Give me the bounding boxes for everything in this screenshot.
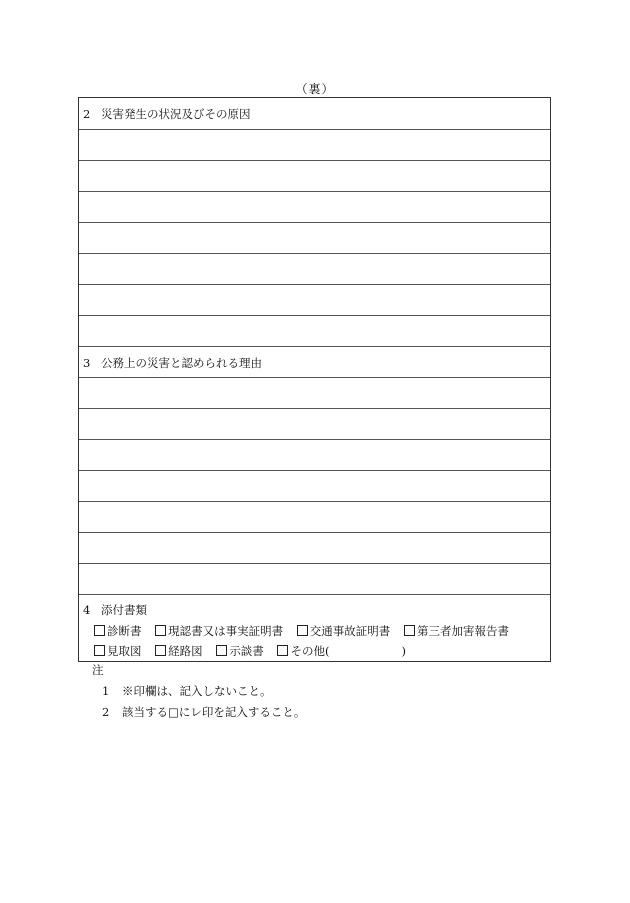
checkbox-label: 見取図 (107, 644, 142, 658)
section-3-entry-row[interactable] (79, 532, 550, 563)
checkbox-label: 第三者加害報告書 (416, 624, 509, 638)
section-2-entry-row[interactable] (79, 284, 550, 315)
section-3-number: 3 (83, 356, 91, 370)
note-number: 1 (102, 684, 110, 698)
note-text: 該当する□にレ印を記入すること。 (122, 705, 306, 719)
attachment-checkbox-line-1 (94, 623, 519, 639)
note-text: ※印欄は、記入しないこと。 (122, 684, 272, 698)
checkbox-item[interactable] (94, 643, 142, 659)
attachment-checkbox-line-2 (94, 643, 416, 659)
section-4-number: 4 (83, 603, 91, 617)
other-label: その他( (290, 644, 330, 658)
checkbox-item[interactable] (94, 623, 142, 639)
checkbox-item[interactable] (297, 623, 391, 639)
section-3-entry-row[interactable] (79, 563, 550, 594)
checkbox-item[interactable] (155, 643, 203, 659)
report-form-table (78, 97, 551, 662)
checkbox-icon[interactable] (94, 625, 105, 636)
checkbox-icon[interactable] (297, 625, 308, 636)
section-2-entry-row[interactable] (79, 160, 550, 191)
checkbox-icon[interactable] (277, 645, 288, 656)
checkbox-item-other[interactable] (277, 643, 406, 659)
notes-block (92, 662, 305, 725)
checkbox-label: 現認書又は事実証明書 (168, 624, 284, 638)
checkbox-item[interactable] (216, 643, 264, 659)
section-2-entry-row[interactable] (79, 129, 550, 160)
checkbox-icon[interactable] (155, 625, 166, 636)
checkbox-icon[interactable] (404, 625, 415, 636)
checkbox-label: 示談書 (229, 644, 264, 658)
notes-heading: 注 (92, 663, 104, 677)
note-number: 2 (102, 705, 110, 719)
section-2-number: 2 (83, 107, 91, 121)
section-3-title: 公務上の災害と認められる理由 (101, 356, 262, 370)
checkbox-icon[interactable] (94, 645, 105, 656)
section-2-title-row (79, 98, 550, 129)
page-side-label: （裏） (295, 82, 335, 96)
checkbox-item[interactable] (155, 623, 283, 639)
section-3-entry-row[interactable] (79, 408, 550, 439)
section-3-entry-row[interactable] (79, 470, 550, 501)
checkbox-item[interactable] (404, 623, 509, 639)
section-3-entry-row[interactable] (79, 377, 550, 408)
checkbox-label: 診断書 (107, 624, 142, 638)
section-3-title-row (79, 346, 550, 377)
checkbox-icon[interactable] (155, 645, 166, 656)
checkbox-label: 経路図 (168, 644, 203, 658)
section-4-title: 添付書類 (101, 603, 147, 617)
section-2-entry-row[interactable] (79, 222, 550, 253)
section-2-entry-row[interactable] (79, 191, 550, 222)
other-close-paren: ) (401, 644, 406, 658)
section-3-entry-row[interactable] (79, 439, 550, 470)
checkbox-label: 交通事故証明書 (309, 624, 391, 638)
section-3-entry-row[interactable] (79, 501, 550, 532)
note-item (92, 683, 305, 699)
section-2-entry-row[interactable] (79, 315, 550, 346)
note-item (92, 704, 305, 720)
section-2-entry-row[interactable] (79, 253, 550, 284)
section-2-title: 災害発生の状況及びその原因 (101, 107, 251, 121)
checkbox-icon[interactable] (216, 645, 227, 656)
attachments-section (79, 594, 550, 661)
